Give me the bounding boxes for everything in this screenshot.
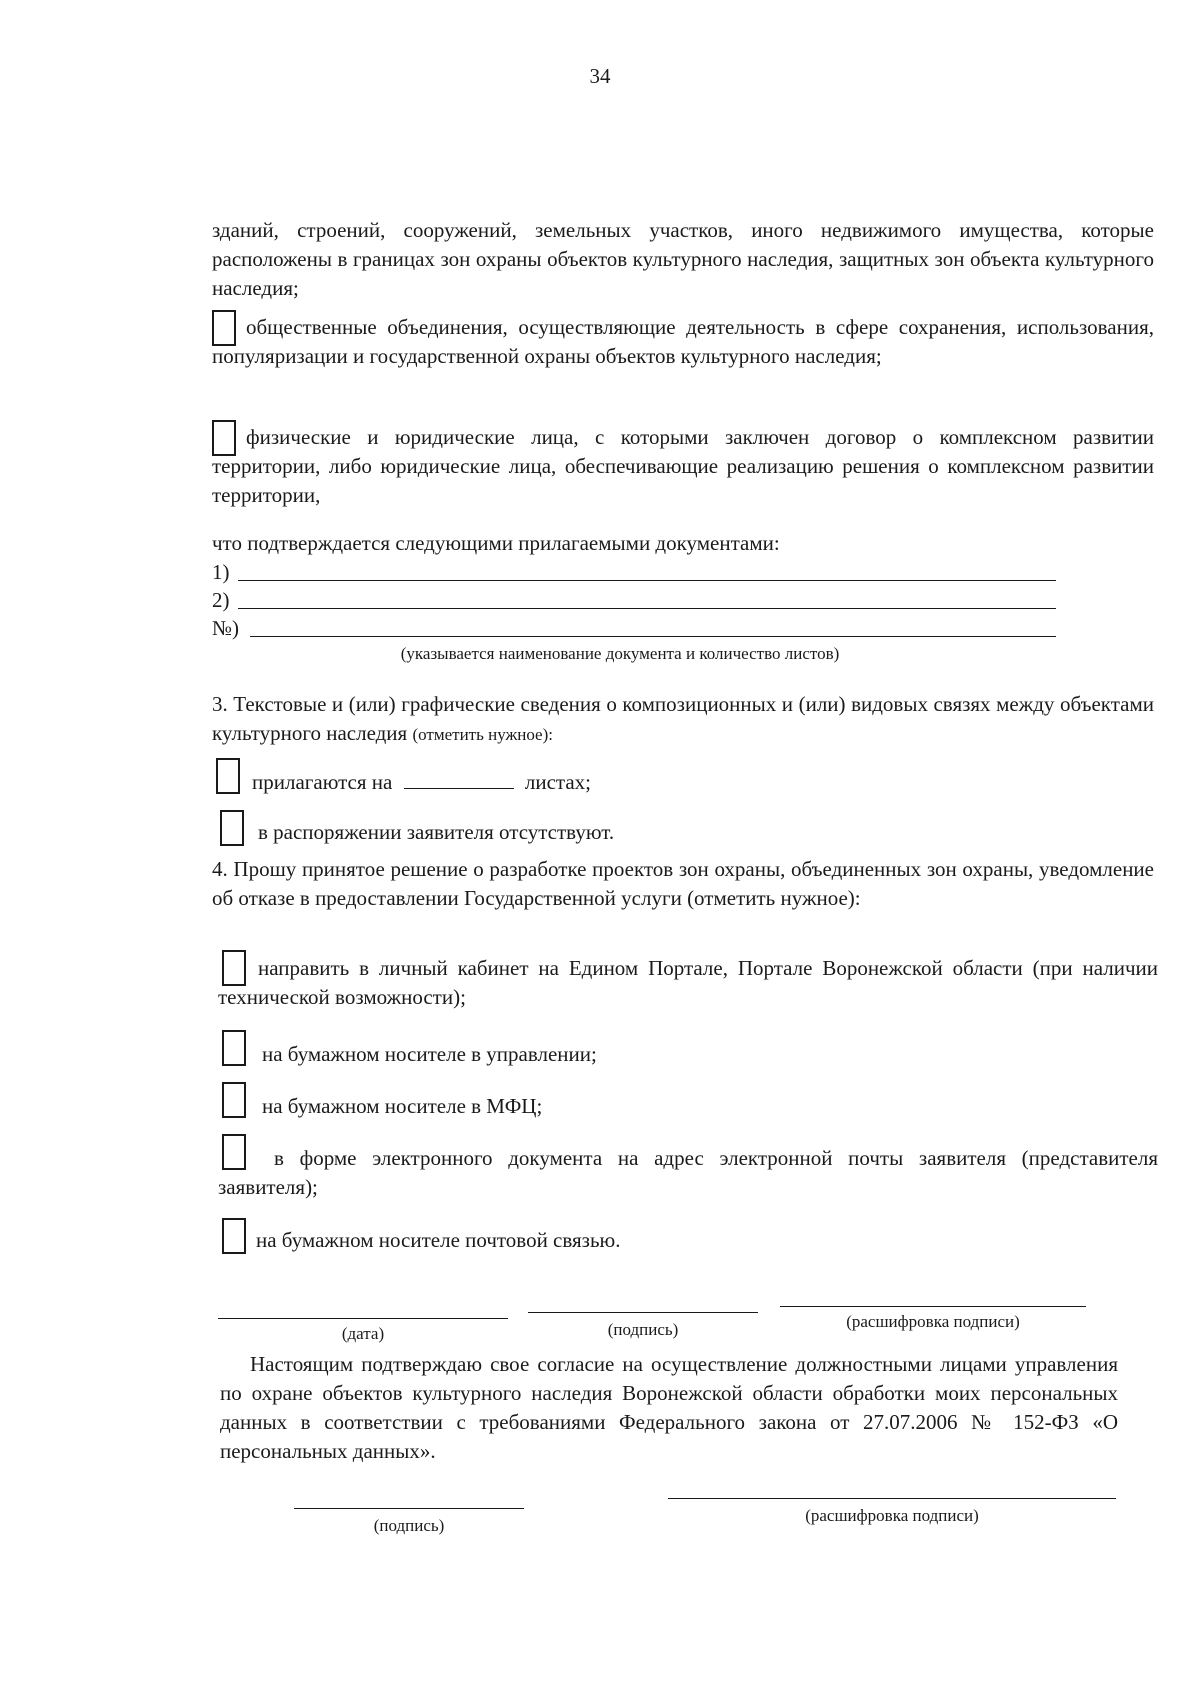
- doc-row-1-line[interactable]: [238, 580, 1056, 581]
- date-caption: (дата): [341, 1324, 385, 1343]
- option-paper-mfc: на бумажном носителе в МФЦ;: [262, 1094, 543, 1118]
- doc-row-n-label: №): [212, 616, 240, 640]
- option-personal-account: направить в личный кабинет на Едином Портале, Портале Воронежской области (при наличии технической возможности);: [218, 956, 1158, 1009]
- signature-decode-caption-1: (расшифровка подписи): [846, 1312, 1020, 1331]
- checkbox-paper-mfc[interactable]: [222, 1082, 246, 1118]
- sheets-count-blank[interactable]: [404, 770, 514, 789]
- signature-decode-line-2[interactable]: [668, 1498, 1116, 1499]
- section3-heading-note: (отметить нужное):: [412, 725, 553, 744]
- option-attached-suffix: листах;: [524, 770, 591, 794]
- intro-paragraph: зданий, строений, сооружений, земельных участков, иного недвижимого имущества, которые расположены в границах зон охраны объектов культурного наследия, защитных зон объекта культурного наследия;: [212, 218, 1154, 300]
- section3-heading: [212, 690, 1154, 749]
- doc-row-2-line[interactable]: [238, 608, 1056, 609]
- option-individuals-legal: физические и юридические лица, с которыми заключен договор о комплексном развитии территории, либо юридические лица, обеспечивающие реализацию решения о комплексном развитии территории,: [212, 425, 1154, 507]
- signature-caption-1: (подпись): [607, 1320, 679, 1339]
- section4-heading: 4. Прошу принятое решение о разработке проектов зон охраны, объединенных зон охраны, уведомление об отказе в предоставлении Государственной услуги (отметить нужное):: [212, 857, 1154, 910]
- date-line[interactable]: [218, 1318, 508, 1319]
- doc-row-2-label: 2): [212, 588, 230, 612]
- checkbox-absent[interactable]: [220, 810, 244, 846]
- option-electronic-email: в форме электронного документа на адрес электронной почты заявителя (представителя заявителя);: [218, 1146, 1158, 1199]
- option-attached-prefix: прилагаются на: [252, 770, 393, 794]
- signature-caption-2: (подпись): [373, 1516, 445, 1535]
- option-paper-department: на бумажном носителе в управлении;: [262, 1042, 597, 1066]
- section3-heading-text: 3. Текстовые и (или) графические сведения о композиционных и (или) видовых связях между объектами культурного наследия: [212, 692, 1154, 745]
- signature-line-2[interactable]: [294, 1508, 524, 1509]
- signature-line-1[interactable]: [528, 1312, 758, 1313]
- option-absent: в распоряжении заявителя отсутствуют.: [258, 820, 615, 844]
- confirm-text: что подтверждается следующими прилагаемыми документами:: [212, 531, 780, 555]
- option-public-associations: общественные объединения, осуществляющие деятельность в сфере сохранения, использования, популяризации и государственной охраны объектов культурного наследия;: [212, 315, 1154, 368]
- page-number: 34: [589, 64, 611, 88]
- doc-caption: (указывается наименование документа и количество листов): [400, 644, 840, 663]
- doc-row-n-line[interactable]: [250, 636, 1056, 637]
- consent-paragraph: Настоящим подтверждаю свое согласие на осуществление должностными лицами управления по охране объектов культурного наследия Воронежской области обработки моих персональных данных в соответствии с требованиями Федерального закона от 27.07.2006 № 152-ФЗ «О персональных данных».: [220, 1352, 1118, 1463]
- checkbox-paper-post[interactable]: [222, 1218, 246, 1254]
- signature-decode-caption-2: (расшифровка подписи): [805, 1506, 979, 1525]
- doc-row-1-label: 1): [212, 560, 230, 584]
- signature-decode-line-1[interactable]: [780, 1306, 1086, 1307]
- checkbox-attached-sheets[interactable]: [216, 758, 240, 794]
- option-attached-sheets: [252, 768, 591, 797]
- option-paper-post: на бумажном носителе почтовой связью.: [256, 1228, 621, 1252]
- checkbox-paper-department[interactable]: [222, 1030, 246, 1066]
